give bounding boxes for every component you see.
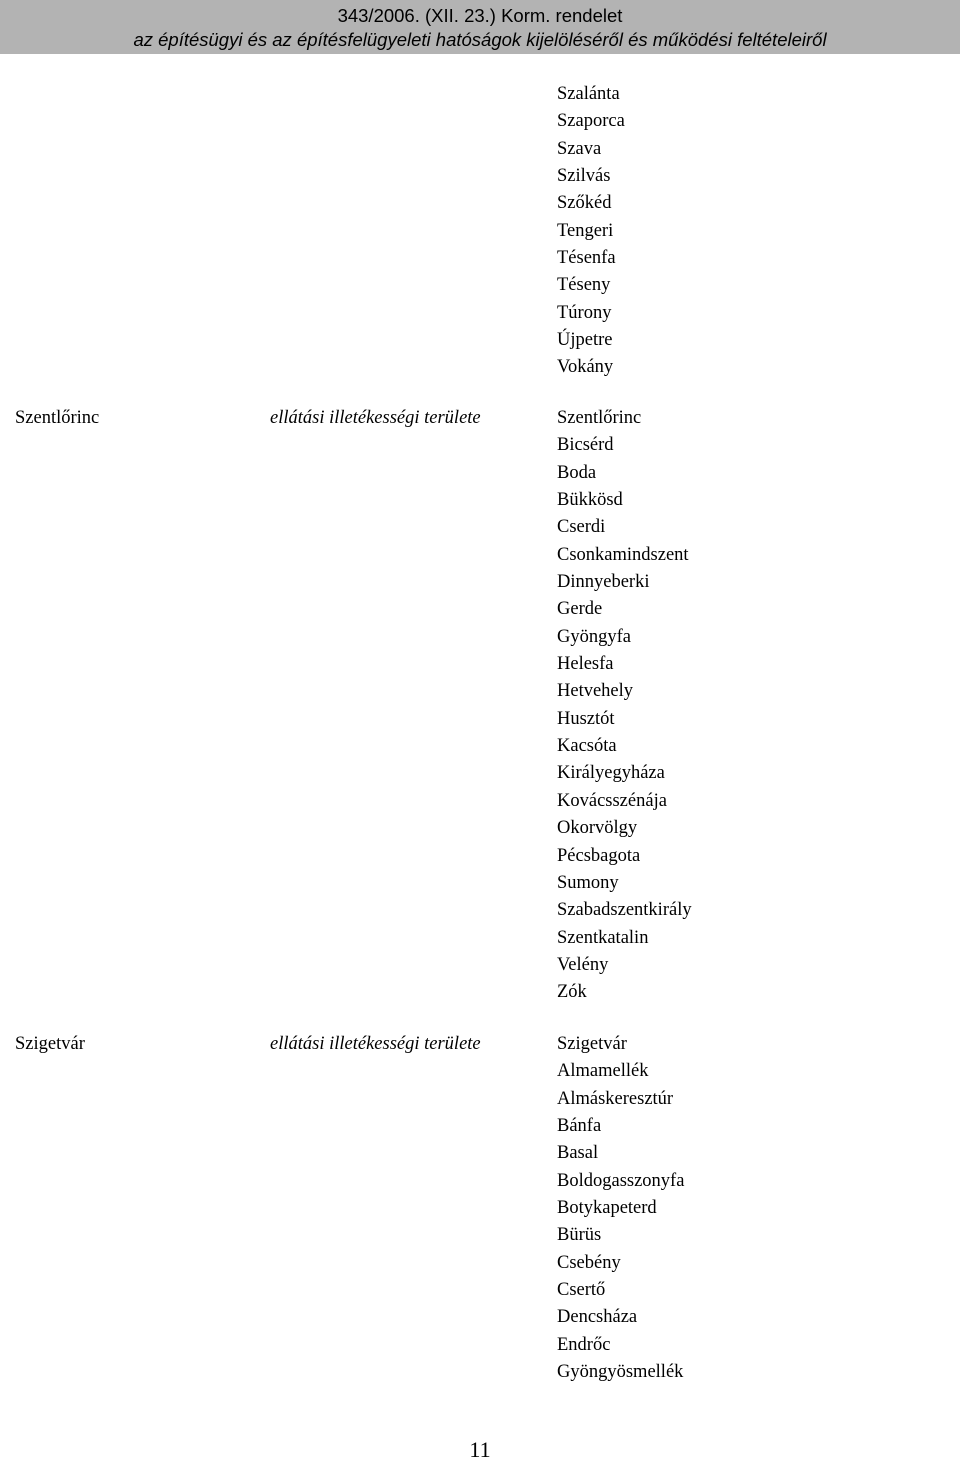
settlement-item: Helesfa [557, 654, 614, 675]
settlement-item: Gyöngyfa [557, 626, 631, 647]
settlement-item: Szilvás [557, 166, 611, 187]
district-description: ellátási illetékességi területe [270, 1034, 481, 1054]
header-title: 343/2006. (XII. 23.) Korm. rendelet [337, 5, 623, 26]
settlement-item: Basal [557, 1143, 599, 1164]
settlement-item: Kovácsszénája [557, 790, 667, 811]
header-subtitle: az építésügyi és az építésfelügyeleti hatóságok kijelöléséről és működési feltételeiről [133, 29, 827, 50]
district-description: ellátási illetékességi területe [270, 408, 481, 428]
settlement-item: Újpetre [557, 330, 613, 351]
settlement-item: Tengeri [557, 220, 614, 241]
settlement-item: Gyöngyösmellék [557, 1362, 684, 1383]
district-settlement-list [557, 405, 692, 1007]
settlement-item: Szaporca [557, 111, 625, 132]
settlement-item: Tésenfa [557, 248, 616, 269]
settlement-item: Pécsbagota [557, 845, 641, 866]
settlement-item: Csonkamindszent [557, 544, 689, 565]
settlement-item: Vokány [557, 357, 614, 378]
settlement-item: Kacsóta [557, 736, 617, 757]
settlement-item: Dencsháza [557, 1307, 638, 1328]
settlement-item: Bükkösd [557, 490, 623, 511]
settlement-item: Csertő [557, 1280, 606, 1301]
settlement-item: Velény [557, 954, 609, 975]
settlement-item: Szalánta [557, 84, 620, 104]
settlement-item: Boda [557, 462, 597, 483]
settlement-item: Sumony [557, 872, 619, 893]
settlement-item: Almamellék [557, 1061, 649, 1082]
page-number: 11 [469, 1437, 491, 1462]
settlement-item: Boldogasszonyfa [557, 1170, 685, 1191]
settlement-item: Királyegyháza [557, 763, 665, 784]
settlement-item: Dinnyeberki [557, 572, 650, 593]
continuation-settlement-list [557, 81, 625, 382]
settlement-item: Téseny [557, 275, 611, 296]
settlement-item: Endrőc [557, 1334, 611, 1355]
settlement-item: Zók [557, 982, 587, 1003]
settlement-item: Botykapeterd [557, 1198, 657, 1219]
settlement-item: Szava [557, 138, 602, 159]
settlement-item: Bürüs [557, 1225, 602, 1246]
settlement-item: Okorvölgy [557, 818, 638, 839]
settlement-item: Szigetvár [557, 1034, 627, 1054]
settlement-item: Almáskeresztúr [557, 1088, 674, 1109]
settlement-item: Csebény [557, 1252, 621, 1273]
settlement-item: Szentkatalin [557, 927, 649, 948]
page-header [0, 0, 960, 54]
settlement-item: Gerde [557, 599, 603, 620]
settlement-item: Szabadszentkirály [557, 900, 692, 921]
settlement-item: Szentlőrinc [557, 408, 642, 428]
settlement-item: Hetvehely [557, 681, 634, 702]
settlement-item: Szőkéd [557, 193, 612, 214]
district-name: Szigetvár [15, 1034, 85, 1054]
district-settlement-list [557, 1031, 684, 1386]
settlement-item: Husztót [557, 708, 615, 729]
settlement-item: Bicsérd [557, 435, 614, 456]
settlement-item: Bánfa [557, 1116, 602, 1137]
settlement-item: Cserdi [557, 517, 606, 538]
settlement-item: Túrony [557, 302, 612, 323]
district-name: Szentlőrinc [15, 408, 100, 428]
